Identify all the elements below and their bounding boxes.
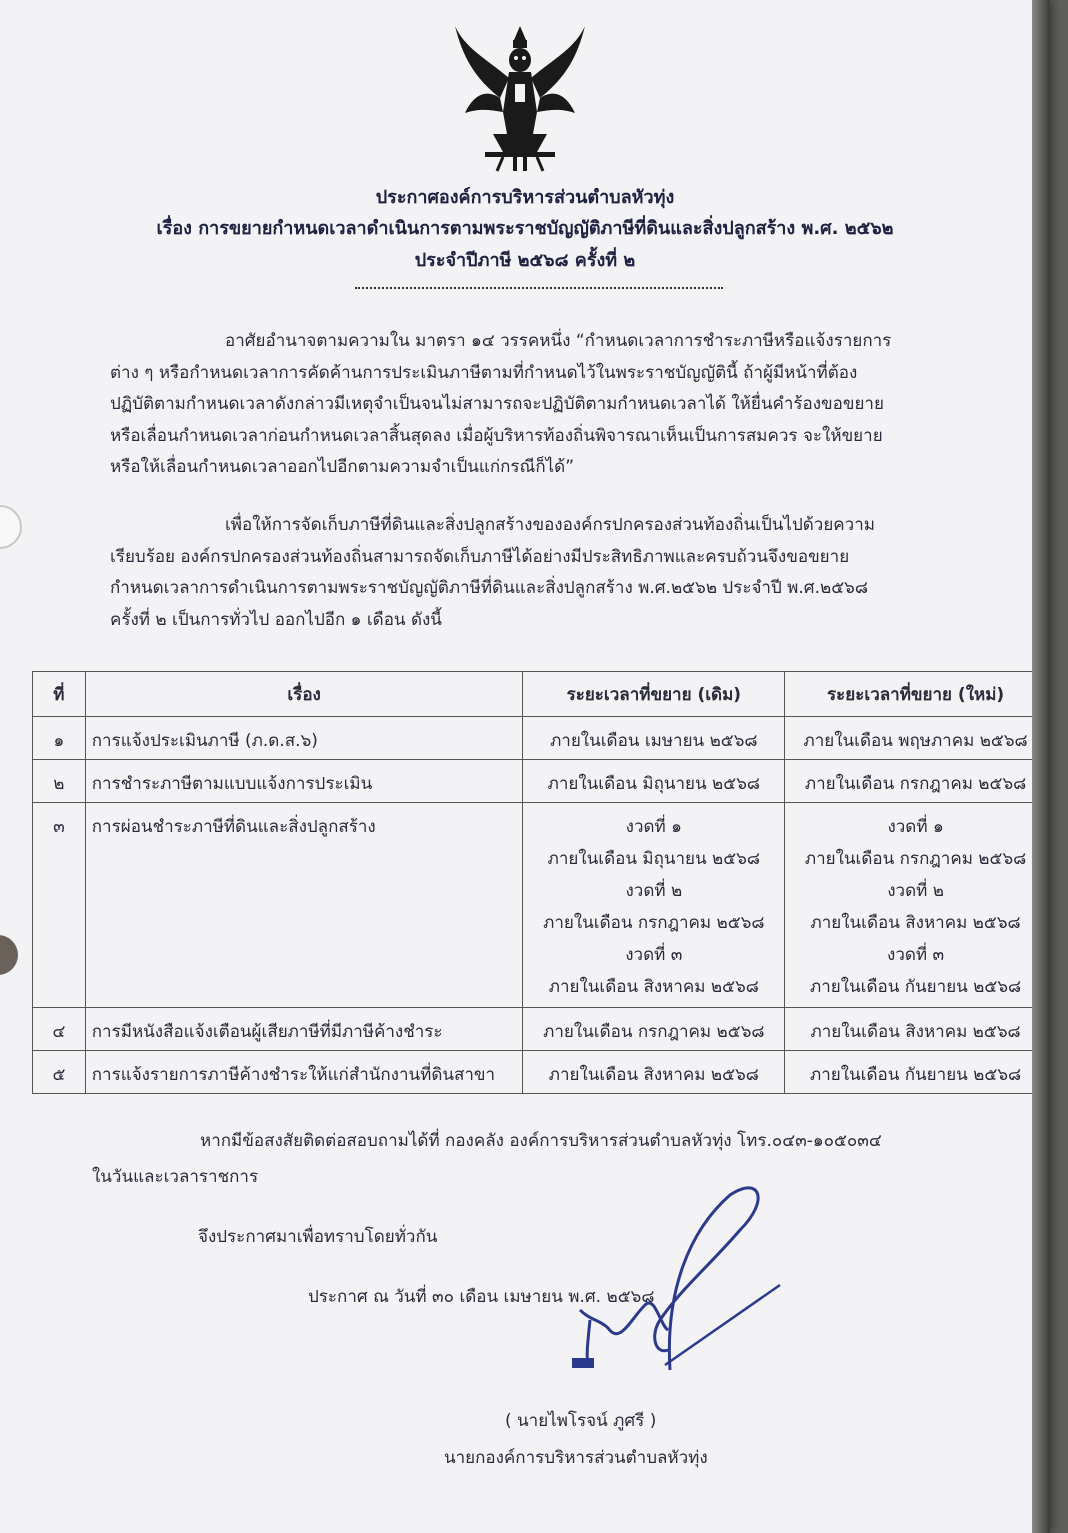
garuda-emblem-icon	[445, 18, 595, 173]
installment-label: งวดที่ ๓	[887, 945, 945, 965]
row-old-period: ภายในเดือน สิงหาคม ๒๕๖๘	[523, 1051, 785, 1094]
punch-hole	[0, 505, 22, 549]
row-subject: การแจ้งรายการภาษีค้างชำระให้แก่สำนักงานที่ดินสาขา	[85, 1051, 523, 1094]
row-new-period: ภายในเดือน พฤษภาคม ๒๕๖๘	[785, 717, 1047, 760]
paragraph-authority	[110, 326, 962, 484]
paragraph-line: กำหนดเวลาการดำเนินการตามพระราชบัญญัติภาษีที่ดินและสิ่งปลูกสร้าง พ.ศ.๒๕๖๒ ประจำปี พ.ศ.๒๕๖๘	[110, 578, 868, 598]
column-header-number: ที่	[33, 672, 86, 717]
row-new-period: ภายในเดือน กรกฎาคม ๒๕๖๘	[785, 760, 1047, 803]
punch-hole	[0, 935, 18, 975]
extension-table	[32, 671, 1047, 1094]
dotted-divider	[355, 287, 723, 289]
announcement-date: ประกาศ ณ วันที่ ๓๐ เดือน เมษายน พ.ศ. ๒๕๖๘	[308, 1287, 655, 1307]
installment-period: ภายในเดือน สิงหาคม ๒๕๖๘	[810, 913, 1021, 933]
row-old-period: ภายในเดือน มิถุนายน ๒๕๖๘	[523, 760, 785, 803]
row-number: ๑	[33, 717, 86, 760]
table-row	[33, 1008, 1047, 1051]
installment-period: ภายในเดือน กรกฎาคม ๒๕๖๘	[804, 849, 1027, 869]
installment-period: ภายในเดือน สิงหาคม ๒๕๖๘	[548, 977, 759, 997]
installment-label: งวดที่ ๑	[887, 817, 944, 837]
announcement-subject: เรื่อง การขยายกำหนดเวลาดำเนินการตามพระราชบัญญัติภาษีที่ดินและสิ่งปลูกสร้าง พ.ศ. ๒๕๖๒	[156, 218, 894, 239]
paragraph-line: เพื่อให้การจัดเก็บภาษีที่ดินและสิ่งปลูกสร้างขององค์กรปกครองส่วนท้องถิ่นเป็นไปด้วยความ	[225, 515, 875, 535]
announcement-fiscal-year: ประจำปีภาษี ๒๕๖๘ ครั้งที่ ๒	[414, 250, 636, 271]
paragraph-line: หรือเลื่อนกำหนดเวลาก่อนกำหนดเวลาสิ้นสุดลง เมื่อผู้บริหารท้องถิ่นพิจารณาเห็นเป็นการสมควร จะให้ขยาย	[110, 425, 883, 446]
contact-info: หากมีข้อสงสัยติดต่อสอบถามได้ที่ กองคลัง องค์การบริหารส่วนตำบลหัวทุ่ง โทร.๐๔๓-๑๐๕๐๓๔	[200, 1131, 882, 1151]
row-new-period: ภายในเดือน กันยายน ๒๕๖๘	[785, 1051, 1047, 1094]
column-header-old-period: ระยะเวลาที่ขยาย (เดิม)	[523, 672, 785, 717]
table-row	[33, 760, 1047, 803]
row-subject: การแจ้งประเมินภาษี (ภ.ด.ส.๖)	[85, 717, 523, 760]
paragraph-line: ครั้งที่ ๒ เป็นการทั่วไป ออกไปอีก ๑ เดือน ดังนี้	[110, 609, 442, 630]
table-row	[33, 803, 1047, 1008]
paragraph-purpose	[110, 510, 962, 636]
table-header-row	[33, 672, 1047, 717]
installment-period: ภายในเดือน กันยายน ๒๕๖๘	[810, 977, 1022, 997]
row-new-period	[785, 803, 1047, 1008]
column-header-subject: เรื่อง	[85, 672, 523, 717]
signer-name: ( นายไพโรจน์ ภูศรี )	[505, 1411, 657, 1431]
paragraph-line: เรียบร้อย องค์กรปกครองส่วนท้องถิ่นสามารถจัดเก็บภาษีได้อย่างมีประสิทธิภาพและครบถ้วนจึงขอขยาย	[110, 546, 850, 567]
paragraph-line: ปฏิบัติตามกำหนดเวลาดังกล่าวมีเหตุจำเป็นจนไม่สามารถจะปฏิบัติตามกำหนดเวลาได้ ให้ยื่นคำร้องขอขยาย	[110, 394, 884, 414]
handwritten-signature	[560, 1170, 790, 1400]
installment-period: ภายในเดือน มิถุนายน ๒๕๖๘	[547, 849, 760, 869]
row-new-period: ภายในเดือน สิงหาคม ๒๕๖๘	[785, 1008, 1047, 1051]
background-edge	[1032, 0, 1050, 1533]
row-number: ๒	[33, 760, 86, 803]
announcement-notice: จึงประกาศมาเพื่อทราบโดยทั่วกัน	[198, 1227, 438, 1247]
row-old-period	[523, 803, 785, 1008]
contact-hours: ในวันและเวลาราชการ	[92, 1167, 259, 1187]
row-number: ๕	[33, 1051, 86, 1094]
installment-label: งวดที่ ๓	[625, 945, 683, 965]
column-header-new-period: ระยะเวลาที่ขยาย (ใหม่)	[785, 672, 1047, 717]
table-row	[33, 1051, 1047, 1094]
row-subject: การชำระภาษีตามแบบแจ้งการประเมิน	[85, 760, 523, 803]
installment-period: ภายในเดือน กรกฎาคม ๒๕๖๘	[543, 913, 765, 933]
row-subject: การผ่อนชำระภาษีที่ดินและสิ่งปลูกสร้าง	[85, 803, 523, 1008]
signer-title: นายกองค์การบริหารส่วนตำบลหัวทุ่ง	[444, 1448, 708, 1468]
table-row	[33, 717, 1047, 760]
row-subject: การมีหนังสือแจ้งเตือนผู้เสียภาษีที่มีภาษีค้างชำระ	[85, 1008, 523, 1051]
announcement-title: ประกาศองค์การบริหารส่วนตำบลหัวทุ่ง	[375, 187, 675, 208]
row-number: ๓	[33, 803, 86, 1008]
installment-label: งวดที่ ๒	[625, 881, 683, 901]
paragraph-line: ต่าง ๆ หรือกำหนดเวลาการคัดค้านการประเมินภาษีตามที่กำหนดไว้ในพระราชบัญญัตินี้ ถ้าผู้มีหน้าที่ต้อง	[110, 362, 858, 383]
installment-label: งวดที่ ๑	[625, 817, 682, 837]
row-old-period: ภายในเดือน เมษายน ๒๕๖๘	[523, 717, 785, 760]
row-number: ๔	[33, 1008, 86, 1051]
row-old-period: ภายในเดือน กรกฎาคม ๒๕๖๘	[523, 1008, 785, 1051]
paragraph-line: อาศัยอำนาจตามความใน มาตรา ๑๔ วรรคหนึ่ง “กำหนดเวลาการชำระภาษีหรือแจ้งรายการ	[225, 331, 892, 351]
installment-label: งวดที่ ๒	[887, 881, 944, 901]
paragraph-line: หรือให้เลื่อนกำหนดเวลาออกไปอีกตามความจำเป็นแก่กรณีก็ได้”	[110, 457, 575, 477]
